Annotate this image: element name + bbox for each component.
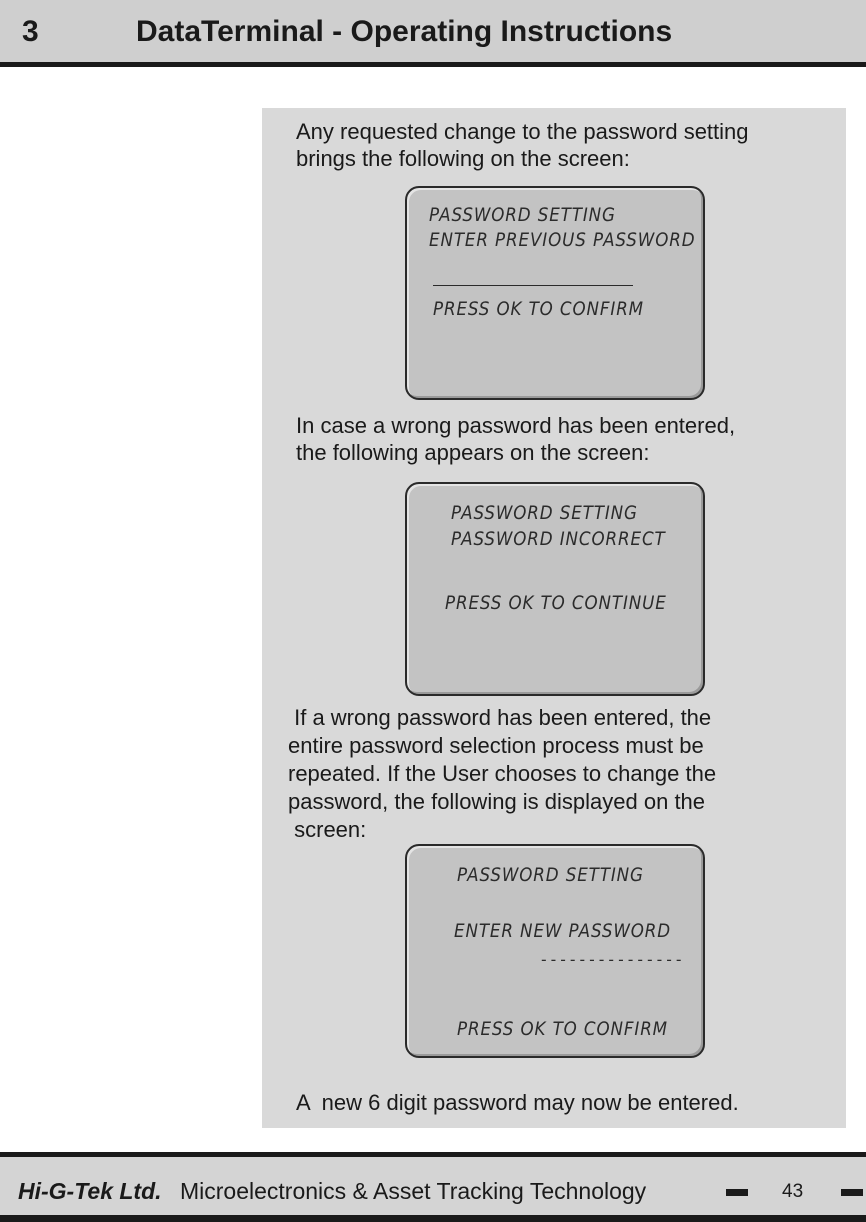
lcd-screen-incorrect [405,482,705,696]
section-number: 3 [22,15,39,48]
lcd-line: ENTER NEW PASSWORD [454,920,672,942]
page-title: DataTerminal - Operating Instructions [136,15,673,48]
company-tagline: Microelectronics & Asset Tracking Technology [180,1178,647,1204]
lcd-line: PRESS OK TO CONFIRM [433,298,644,320]
lcd-screen-enter-new [405,844,705,1058]
retry-paragraph: If a wrong password has been entered, the entire password selection process must be repeated. If the User chooses to change the password, the following is displayed on the screen: [288,705,717,842]
content-panel [262,108,846,1128]
lcd-line: PASSWORD SETTING [451,502,638,524]
closing-paragraph: A new 6 digit password may now be entered. [296,1090,739,1115]
lcd-screen-enter-previous [405,186,705,400]
lcd-line: PRESS OK TO CONFIRM [457,1018,668,1040]
page-footer [0,1157,866,1215]
page-number: 43 [782,1181,804,1202]
company-name: Hi-G-Tek Ltd. [18,1178,162,1204]
page-marker-right [841,1189,863,1196]
password-entry-line [433,285,633,286]
password-entry-dashes: --------------- [539,950,684,969]
lcd-line: PASSWORD INCORRECT [451,528,666,550]
page-header [0,0,866,67]
footer-bottom-rule [0,1215,866,1222]
intro-paragraph: Any requested change to the password setting brings the following on the screen: [296,119,749,171]
wrong-password-paragraph: In case a wrong password has been entered, the following appears on the screen: [296,413,736,465]
page-marker-left [726,1189,748,1196]
lcd-line: PASSWORD SETTING [429,204,616,226]
lcd-line: PASSWORD SETTING [457,864,644,886]
lcd-line: ENTER PREVIOUS PASSWORD [429,229,696,251]
lcd-line: PRESS OK TO CONTINUE [445,592,667,614]
